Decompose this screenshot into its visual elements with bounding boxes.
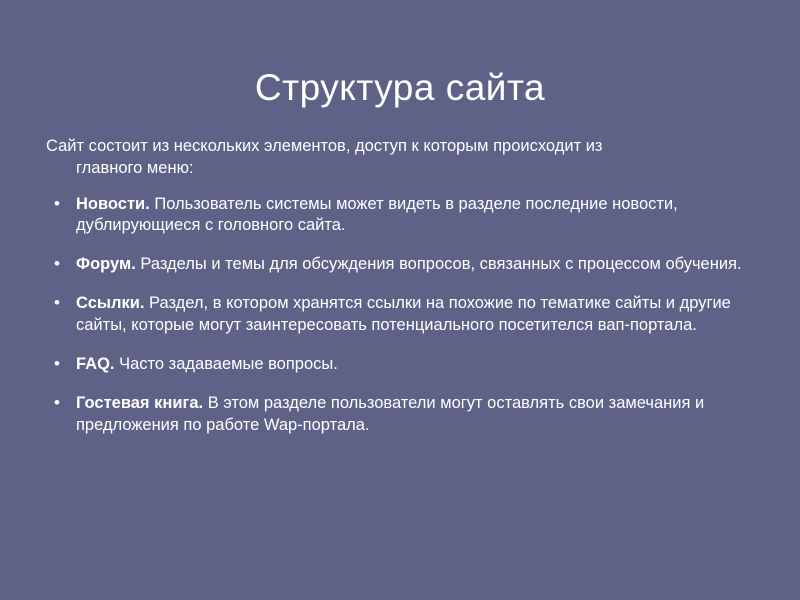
list-item-text: Разделы и темы для обсуждения вопросов, связанных с процессом обучения. bbox=[135, 255, 742, 274]
list-item-text: Раздел, в котором хранятся ссылки на похожие по тематике сайты и другие сайты, которые могут заинтересовать потенциального посетителся вап-портала. bbox=[76, 294, 731, 335]
list-item-term: FAQ. bbox=[76, 355, 115, 374]
list-item bbox=[46, 194, 758, 238]
list-item-text: Пользователь системы может видеть в разделе последние новости, дублирующиеся с головного сайта. bbox=[76, 194, 678, 235]
list-item-text: В этом разделе пользователи могут оставлять свои замечания и предложения по работе Wap-портала. bbox=[76, 394, 705, 435]
slide-body bbox=[46, 135, 758, 454]
intro-paragraph bbox=[46, 135, 758, 180]
intro-line-2: главного меню: bbox=[76, 159, 194, 178]
list-item bbox=[46, 354, 758, 376]
list-item-term: Форум. bbox=[76, 255, 136, 274]
list-item bbox=[46, 254, 758, 276]
list-item bbox=[46, 293, 758, 337]
list-item-term: Новости. bbox=[76, 194, 150, 213]
intro-line-1: Сайт состоит из нескольких элементов, доступ к которым происходит из bbox=[46, 137, 603, 155]
list-item-term: Ссылки. bbox=[76, 294, 145, 313]
list-item-term: Гостевая книга. bbox=[76, 394, 204, 413]
list-item bbox=[46, 393, 758, 437]
list-item-text: Часто задаваемые вопросы. bbox=[114, 355, 338, 374]
page-title: Структура сайта bbox=[254, 66, 546, 108]
bullet-list bbox=[46, 194, 758, 438]
